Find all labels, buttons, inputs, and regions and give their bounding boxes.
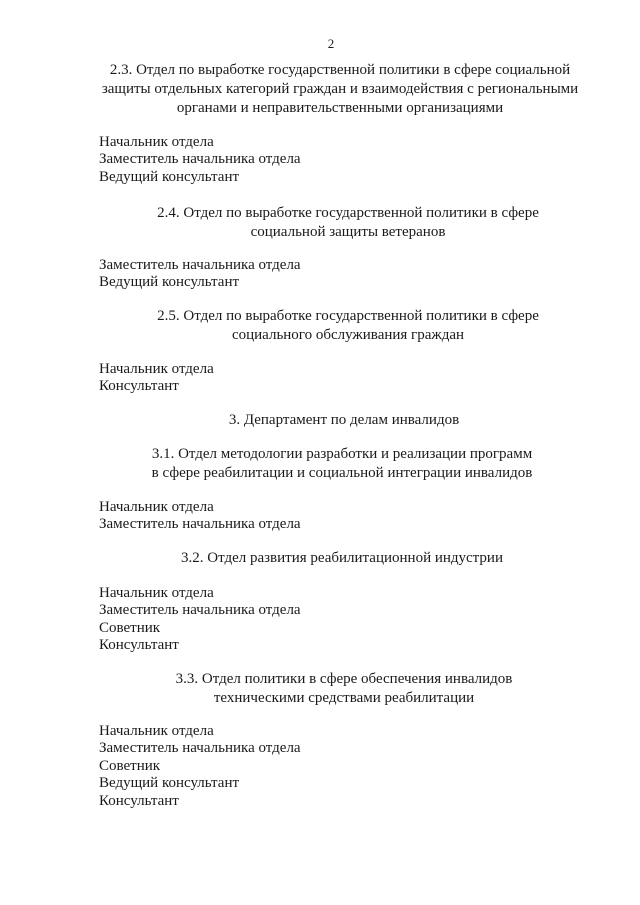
section-2-4-heading <box>78 204 618 242</box>
section-3-1-positions <box>99 499 301 534</box>
heading-line: социальной защиты ветеранов <box>250 224 446 240</box>
position-item: Заместитель начальника отдела <box>99 516 301 533</box>
section-2-3-heading <box>70 61 610 118</box>
section-2-4-positions <box>99 257 301 292</box>
heading-line: 2.4. Отдел по выработке государственной политики в сфере <box>157 205 539 221</box>
heading-line: 3.3. Отдел политики в сфере обеспечения инвалидов <box>175 671 513 687</box>
heading-line: защиты отдельных категорий граждан и взаимодействия с региональными <box>101 81 579 97</box>
section-3-3-heading <box>74 670 614 708</box>
heading-line: 2.3. Отдел по выработке государственной политики в сфере социальной <box>109 62 571 78</box>
position-item: Ведущий консультант <box>99 274 240 291</box>
page-number: 2 <box>327 36 335 51</box>
heading-line: социального обслуживания граждан <box>231 327 465 343</box>
position-item: Советник <box>99 757 161 774</box>
section-3-2-positions <box>99 585 301 655</box>
heading-line: 3.1. Отдел методологии разработки и реализации программ <box>151 446 533 462</box>
section-3-heading <box>74 411 614 430</box>
heading-line: 2.5. Отдел по выработке государственной политики в сфере <box>157 308 539 324</box>
section-3-1-heading <box>72 445 612 483</box>
section-3-3-positions <box>99 723 301 810</box>
heading-line: органами и неправительственными организациями <box>176 100 504 116</box>
position-item: Консультант <box>99 637 179 654</box>
heading-line: 3. Департамент по делам инвалидов <box>228 412 460 428</box>
position-item: Советник <box>99 619 161 636</box>
heading-line: техническими средствами реабилитации <box>213 690 475 706</box>
position-item: Заместитель начальника отдела <box>99 257 301 273</box>
position-item: Консультант <box>99 792 179 809</box>
section-2-3-positions <box>99 134 301 186</box>
heading-line: 3.2. Отдел развития реабилитационной индустрии <box>181 550 503 566</box>
position-item: Начальник отдела <box>99 361 214 377</box>
position-item: Начальник отдела <box>99 723 214 739</box>
position-item: Консультант <box>99 378 179 395</box>
heading-line: в сфере реабилитации и социальной интеграции инвалидов <box>151 465 533 481</box>
section-2-5-positions <box>99 361 214 396</box>
position-item: Заместитель начальника отдела <box>99 151 301 168</box>
section-2-5-heading <box>78 307 618 345</box>
position-item: Заместитель начальника отдела <box>99 602 301 619</box>
section-3-2-heading <box>72 549 612 568</box>
position-item: Начальник отдела <box>99 585 214 601</box>
position-item: Заместитель начальника отдела <box>99 740 301 757</box>
position-item: Начальник отдела <box>99 134 214 150</box>
position-item: Начальник отдела <box>99 499 214 515</box>
position-item: Ведущий консультант <box>99 775 240 792</box>
position-item: Ведущий консультант <box>99 168 240 185</box>
